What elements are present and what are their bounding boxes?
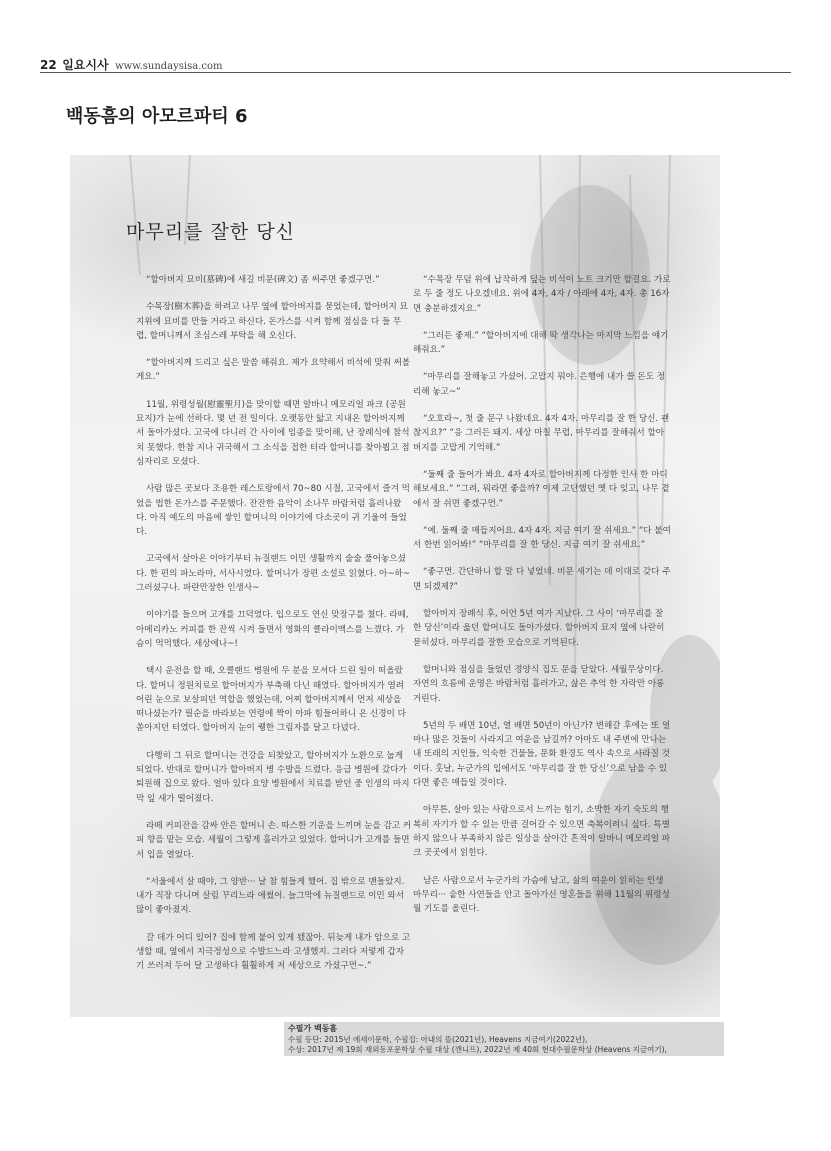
section-title: 백동흠의 아모르파티 6 <box>66 106 248 127</box>
author-bio-box <box>284 1022 724 1056</box>
paragraph: 라떼 커피잔을 감싸 안은 할머니 손. 따스한 기운을 느끼며 눈을 감고 커피 향을 맡는 모습. 세월이 그렇게 흘러가고 있었다. 할머니가 고개를 들면서 입을 열었다. <box>136 820 412 860</box>
paragraph: “좋구먼. 간단하니 할 말 다 넣었네. 비문 새기는 데 이대로 갖다 주면 되겠제?” <box>413 567 671 592</box>
paragraph: “그러든 좋제.” “할아버지에 대해 딱 생각나는 마지막 느낌을 얘기해줘요.” <box>413 330 669 356</box>
paragraph: 5년의 두 배면 10년, 열 배면 50년이 아닌가? 변해갈 후에는 또 얼마나 많은 것들이 사라지고 여운을 남길까? 아마도 내 주변에 만나는 내 또래의 지인들, 익숙한 건물들, 문화 환경도 역사 속으로 사라질 것이다. 훗날, 누군가의 입에서도 ‘마무리를 잘 한 당신’으로 남을 수 있다면 좋은 매듭일 것이다. <box>413 720 671 789</box>
author-bio-text <box>288 1024 667 1056</box>
article-artwork <box>70 155 720 1017</box>
author-bio-title: 수필가 백동흠 <box>288 1024 338 1033</box>
paragraph: 이야기를 들으며 고개를 끄덕였다. 입으로도 연신 맞장구를 쳤다. 라떼, 아메리카노 커피를 한 잔씩 시켜 들면서 영화의 클라이맥스를 느꼈다. 가슴이 먹먹했다. 세상에나~! <box>136 610 409 649</box>
page-header <box>40 56 222 73</box>
paragraph: “둘째 줄 들어가 봐요. 4자 4자로 할아버지께 다정한 인사 한 마디 해보세요.” “그려, 뭐라면 좋을까? 이제 고단했던 옛 다 잊고, 나무 곁에서 잘 쉬면 좋겠구먼.” <box>413 469 670 509</box>
paragraph: 갈 데가 어디 있어? 집에 함께 붙어 있게 됐잖아. 뒤늦게 내가 암으로 고생할 때, 옆에서 지극정성으로 수발드느라 고생했지. 그러다 저렇게 갑자기 쓰러져 두어 달 고생하다 훨훨하게 저 세상으로 가셨구먼~.” <box>136 932 411 972</box>
author-bio-line: 수상: 2017년 제 19회 재외동포문학상 수필 대상 (깬니프), 2022년 제 40회 현대수필문학상 (Heavens 지금여기), <box>288 1045 667 1054</box>
paragraph: “할아버지 묘비(墓碑)에 새길 비문(碑文) 좀 써주면 좋겠구먼.” <box>146 275 380 285</box>
paragraph: 남은 사람으로서 누군가의 가슴에 남고, 삶의 여운이 읽히는 인생 마무리··· 숱한 사연들을 안고 돌아가신 영혼들을 위해 11월의 위령성월 기도를 올린다. <box>413 875 670 915</box>
paragraph: 고국에서 살아온 이야기부터 뉴질랜드 이민 생활까지 술술 풀어놓으셨다. 한 편의 파노라마, 서사시였다. 할머니가 장편 소설로 읽혔다. 아~하~ 그러셨구나. 파란만장한 인생사~ <box>136 554 411 594</box>
header-rule <box>40 72 791 73</box>
paragraph: 택시 운전을 할 때, 오클랜드 병원에 두 분을 모셔다 드린 일이 떠올랐다. 할머니 정원치료로 할아버지가 부축해 다닌 때였다. 할아버지가 염려 어린 눈으로 보살피던 역할을 했었는데, 어찌 할아버지께서 먼저 세상을 떠나셨는가? 필순을 바라보는 연령에 짝이 아파 힘들어하니 온 신경이 다 쏟아지던 터였다. 할아버지 눈이 퀭한 그림자를 달고 다녔다. <box>136 666 406 734</box>
publication-url: www.sundaysisa.com <box>115 61 223 72</box>
paragraph: 사람 많은 곳보다 조용한 레스토랑에서 70~80 시절, 고국에서 즐겨 먹었을 법한 돈가스를 주문했다. 잔잔한 음악이 소나무 바람처럼 흘러나왔다. 아직 예도의 마음에 쌓인 할머니의 이야기에 다소곳이 귀 기울여 들었다. <box>136 484 410 538</box>
paragraph: 다행히 그 뒤로 할머니는 건강을 되찾았고, 할아버지가 노환으로 눕게 되었다. 반대로 할머니가 할아버지 병 수발을 드렸다. 응급 병원에 갔다가 퇴원해 집으로 왔다. 얼마 있다 요양 병원에서 치료를 받던 중 인생의 마지막 잎 새가 떨어졌다. <box>136 750 410 804</box>
paragraph: “예. 둘째 줄 매듭지어요. 4자 4자. 지금 여기 잘 쉬세요.” “다 붙여서 한번 읽어봐!” “마무리를 잘 한 당신. 지금 여기 잘 쉬세요.” <box>413 525 671 551</box>
author-bio-line: 수필 등단: 2015년 에세이문학, 수필집: 아내의 뜰(2021년), Heavens 지금여기(2022년), <box>288 1034 588 1044</box>
publication-name: 일요시사 <box>62 58 109 72</box>
article-column-left <box>136 273 412 987</box>
paragraph: “마무리를 잘해놓고 가셨어. 고맙지 뭐야. 은행에 내가 쓸 돈도 정리해 놓고~” <box>413 372 666 397</box>
paragraph: 11월, 위령성월(慰靈聖月)을 맞이할 때면 알바니 메모리얼 파크 (공원묘지)가 눈에 선하다. 몇 년 전 일이다. 오랫동안 앓고 지내온 할아버지께서 돌아가셨다. 고국에 다니러 간 사이에 임종을 맞이해, 난 장례식에 참석치 못했다. 한참 지나 귀국해서 그 소식을 접한 터라 할머니를 찾아뵙고 점심자리로 모셨다. <box>136 399 410 467</box>
paragraph: “서울에서 살 때야, 그 양반··· 날 참 힘들게 했어. 집 밖으로 맨돌았지. 내가 직장 다니며 살림 꾸리느라 애썼어. 늘그막에 뉴질랜드로 이민 와서 많이 좋아졌지. <box>136 876 405 916</box>
paragraph: 할머니와 점심을 들었던 경양식 집도 문을 닫았다. 세월무상이다. 자연의 흐름에 운명은 바람처럼 흘러가고, 삶은 추억 한 자락만 아롱거린다. <box>413 664 665 704</box>
paragraph: 수목장(樹木葬)을 하려고 나무 옆에 할아버지를 묻었는데, 할아버지 묘지위에 묘비를 만들 거라고 하신다. 돈가스를 시켜 함께 점심을 다 들 무렵, 할머니께서 조심스레 부탁을 해 오신다. <box>136 302 408 341</box>
paragraph: 할아버지 장례식 후, 어언 5년 여가 지났다. 그 사이 ‘마무리를 잘 한 당신’이라 읊던 할머니도 돌아가셨다. 할아버지 묘지 옆에 나란히 묻히셨다. 마무리를 잘한 모습으로 기억된다. <box>413 609 665 648</box>
paragraph: “할아버지께 드리고 싶은 말씀 해줘요. 제가 요약해서 비석에 맞춰 써볼게요.” <box>136 358 411 383</box>
paragraph: “수목장 무덤 위에 납작하게 덮는 비석이 노트 크기만 할걸요. 가로로 두 줄 정도 나오겠네요. 위에 4자, 4자 / 아래에 4자, 4자. 총 16자 면 충분하겠지요.” <box>413 275 671 314</box>
paragraph: “오호라~, 첫 줄 문구 나왔네요. 4자 4자. 마무리를 잘 한 당신. 괜찮지요?” “응 그러든 돼지. 세상 마칠 무렵, 마무리를 잘해줘서 할아버지를 고맙게 기억해.” <box>413 414 670 453</box>
paragraph: 아무튼, 살아 있는 사람으로서 느끼는 힘기, 소박한 자기 숙도의 행복히 자기가 할 수 있는 만큼 걸어갈 수 있으면 축복이려니 싶다. 특별하지 않으나 부족하지 않은 일상을 살아간 흔적이 알바니 메모리얼 파크 곳곳에서 읽힌다. <box>413 805 671 859</box>
article-column-right <box>413 273 671 929</box>
page-number: 22 <box>40 58 57 72</box>
article-title: 마무리를 잘한 당신 <box>126 221 295 243</box>
